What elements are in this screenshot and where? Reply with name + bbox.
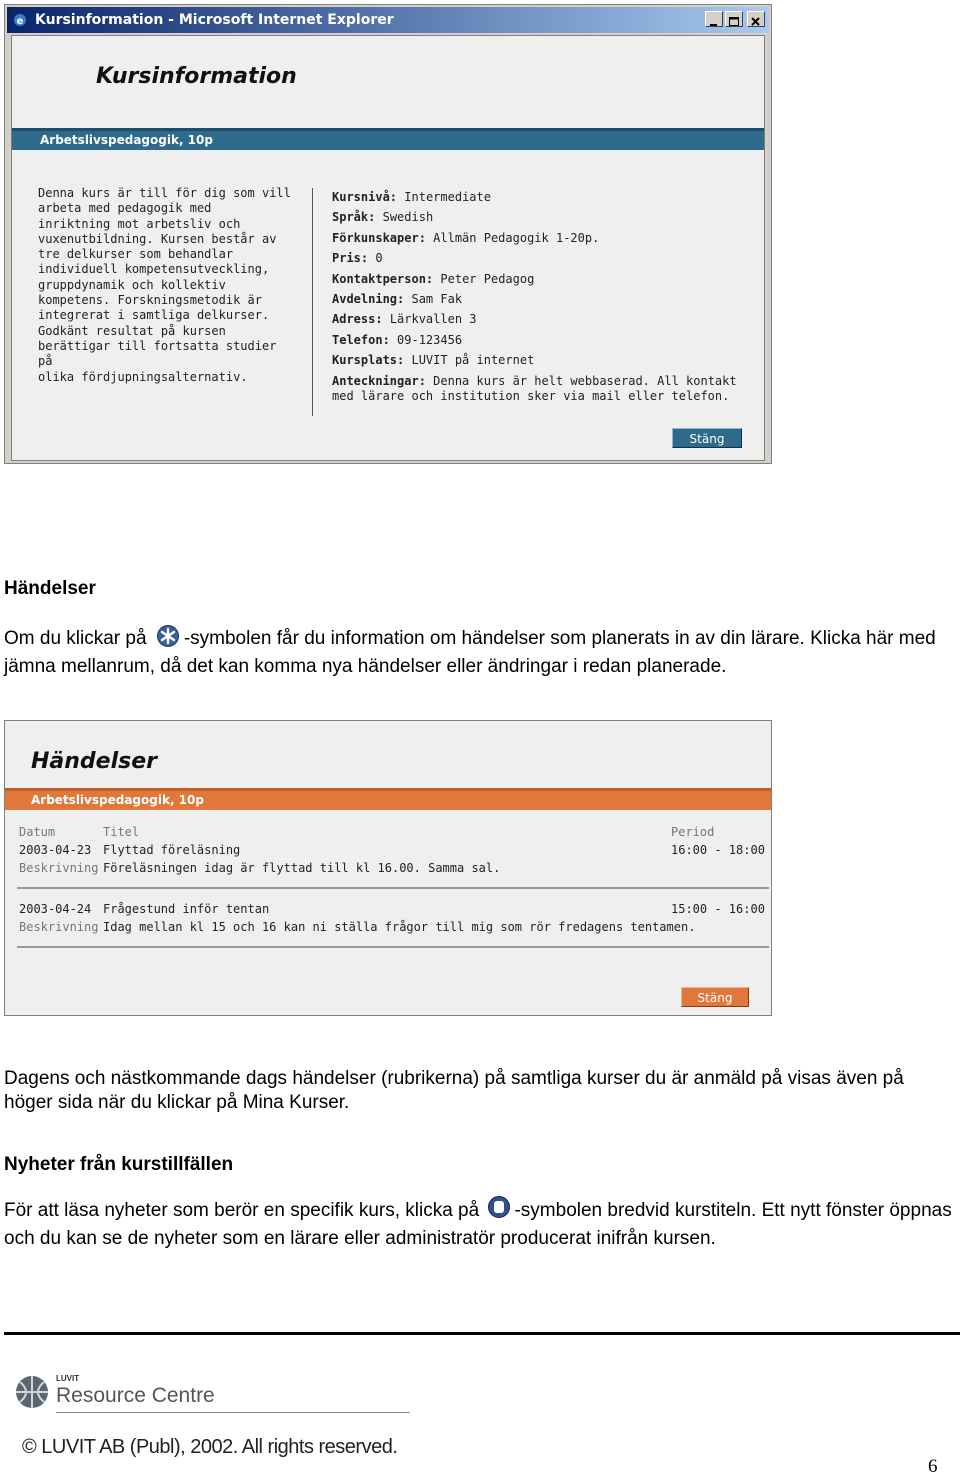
course-info-list [332, 187, 752, 403]
footer-rule [4, 1332, 960, 1335]
info-row: Telefon: 09-123456 [332, 332, 463, 347]
column-header-title: Titel [103, 825, 140, 839]
window-title: Kursinformation - Microsoft Internet Explorer [35, 12, 394, 28]
minimize-icon [706, 15, 722, 29]
column-header-date: Datum [19, 825, 56, 839]
minimize-button[interactable] [705, 11, 723, 27]
globe-logo-icon [14, 1374, 50, 1410]
course-description: Denna kurs är till för dig som vill arbeta med pedagogik med inriktning mot arbetsliv och vuxenutbildning. Kursen består av tre delkurser som behandlar individuell kompetensutveckling, gruppdynamik och kollektiv kompetens. Forskningsmetodik är integrerat i samtliga delkurser. Godkänt resultat på kursen berättigar till fortsatta studier på olika fördjupningsalternativ. [38, 186, 291, 384]
news-symbol-icon [486, 1196, 512, 1227]
news-paragraph: För att läsa nyheter som berör en specifik kurs, klicka på -symbolen bredvid kurstiteln. Ett nytt fönster öppnas och du kan se de nyheter som en lärare eller administratör producerat inifrån kursen. [4, 1196, 954, 1251]
event-date: 2003-04-24 [19, 902, 92, 916]
description-label: Beskrivning [19, 920, 99, 934]
section-heading-events: Händelser [4, 578, 96, 599]
course-title-bar [12, 128, 764, 150]
events-window [4, 720, 772, 1016]
info-row: Adress: Lärkvallen 3 [332, 312, 477, 327]
column-divider [312, 188, 313, 416]
info-row: Förkunskaper: Allmän Pedagogik 1-20p. [332, 230, 600, 245]
event-title: Flyttad föreläsning [103, 843, 241, 857]
close-window-button[interactable] [747, 11, 765, 27]
events-symbol-icon [154, 624, 182, 655]
event-period: 15:00 - 16:00 [671, 902, 765, 916]
event-divider [17, 946, 769, 948]
course-info-window [4, 4, 772, 464]
course-title-bar [5, 788, 771, 810]
events-page-title: Händelser [31, 749, 157, 774]
event-description: Idag mellan kl 15 och 16 kan ni ställa frågor till mig som rör fredagens tentamen. [103, 920, 696, 934]
course-title: Arbetslivspedagogik, 10p [31, 793, 204, 807]
ie-icon [13, 13, 27, 27]
logo-underline [56, 1412, 410, 1413]
event-divider [17, 887, 769, 889]
info-row: Kursnivå: Intermediate [332, 190, 491, 204]
today-events-paragraph: Dagens och nästkommande dags händelser (rubrikerna) på samtliga kurser du är anmäld på visas även på höger sida när du klickar på Mina Kurser. [4, 1068, 904, 1113]
page-number: 6 [928, 1456, 938, 1477]
section-heading-news: Nyheter från kurstillfällen [4, 1154, 234, 1175]
maximize-button[interactable] [725, 11, 743, 27]
event-period: 16:00 - 18:00 [671, 843, 765, 857]
info-row: Kursplats: LUVIT på internet [332, 353, 535, 368]
window-content [11, 35, 765, 461]
info-row: Kontaktperson: Peter Pedagog [332, 271, 535, 286]
event-date: 2003-04-23 [19, 843, 92, 857]
svg-text:e: e [16, 16, 24, 27]
event-description: Föreläsningen idag är flyttad till kl 16.00. Samma sal. [103, 861, 501, 875]
course-title: Arbetslivspedagogik, 10p [40, 133, 213, 147]
info-row: Pris: 0 [332, 251, 383, 266]
maximize-icon [726, 15, 742, 29]
notes-row: Anteckningar: Denna kurs är helt webbaserad. All kontakt med lärare och institution sker via mail eller telefon. [332, 373, 737, 403]
close-button[interactable]: Stäng [672, 428, 742, 448]
copyright-text: © LUVIT AB (Publ), 2002. All rights reserved. [22, 1436, 398, 1458]
description-label: Beskrivning [19, 861, 99, 875]
close-icon [748, 15, 764, 29]
info-row: Språk: Swedish [332, 210, 434, 225]
events-paragraph: Om du klickar på -symbolen får du information om händelser som planerats in av din lärare. Klicka här med jämna mellanrum, då det kan komma nya händelser eller ändringar i redan planerade. [4, 624, 954, 679]
window-titlebar [7, 7, 769, 33]
column-header-period: Period [671, 825, 715, 839]
luvit-logo: LUVIT Resource Centre [14, 1372, 414, 1422]
close-button[interactable]: Stäng [681, 987, 749, 1007]
event-title: Frågestund inför tentan [103, 902, 270, 916]
info-row: Avdelning: Sam Fak [332, 291, 463, 306]
page-title: Kursinformation [96, 64, 297, 89]
